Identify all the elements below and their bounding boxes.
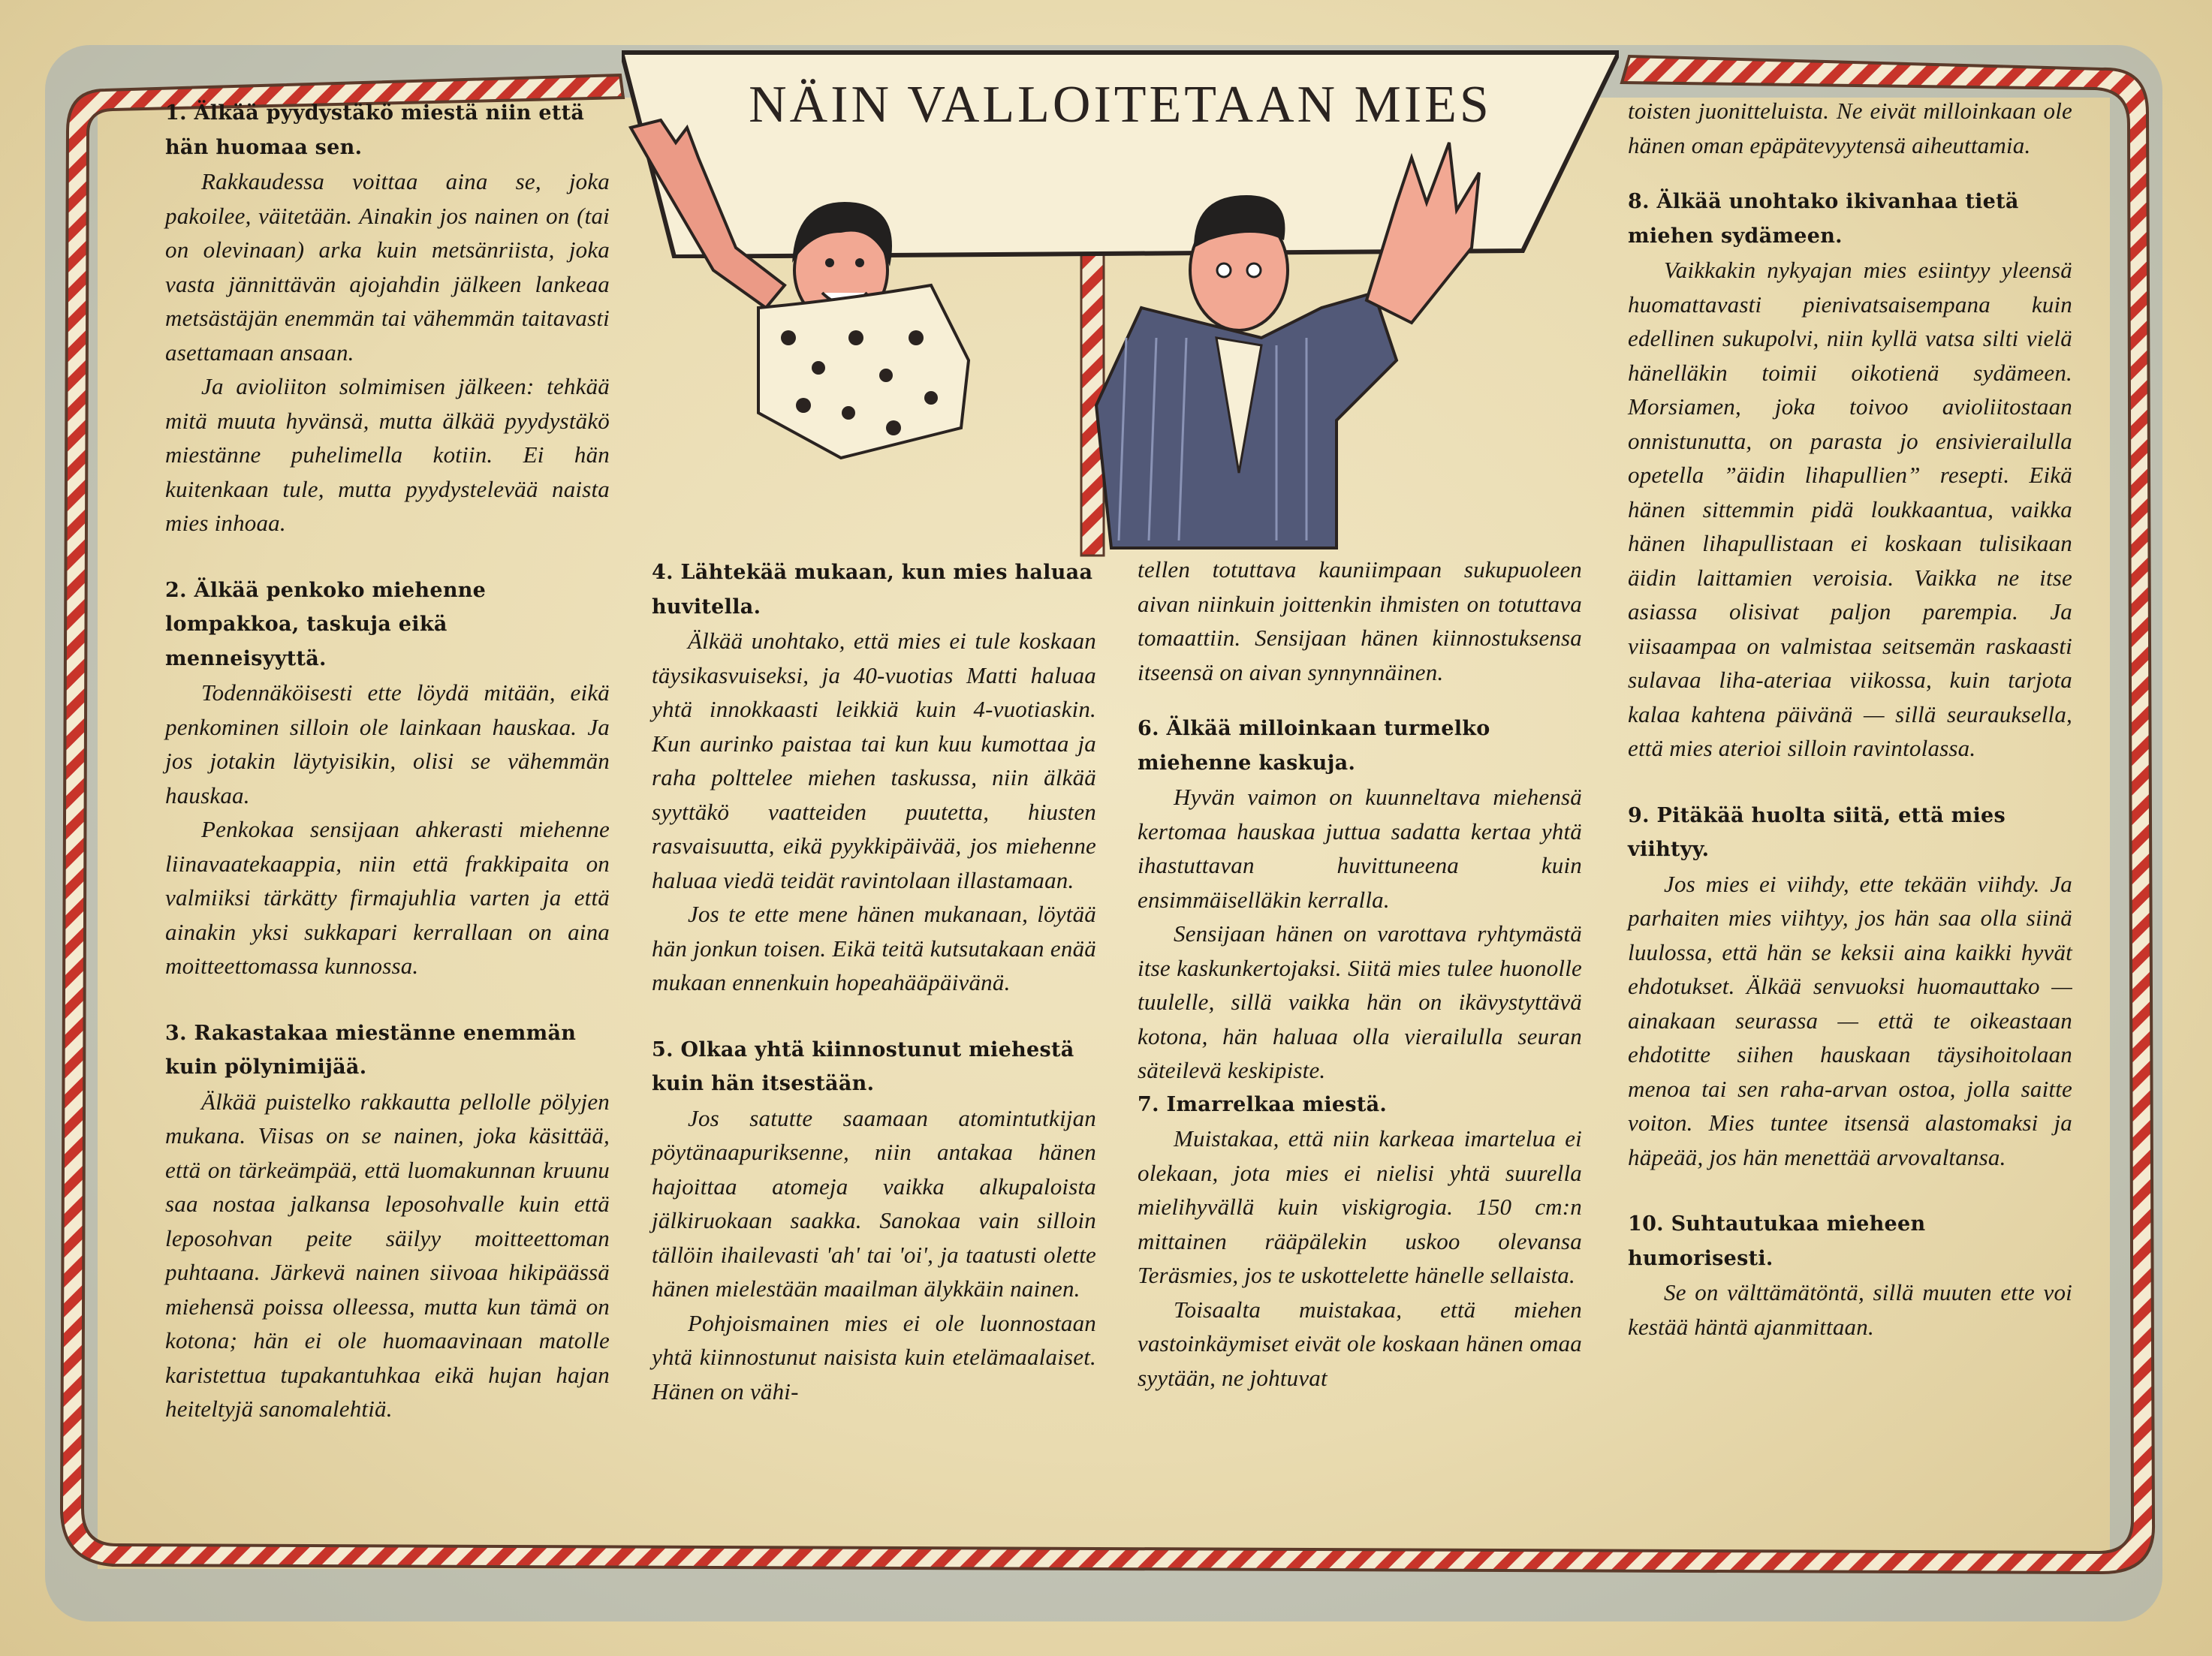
paragraph: Penkokaa sensijaan ahkerasti miehenne liinavaatekaappia, niin että frakkipaita on valmiiksi tärkätty firmajuhlia varten ja että ainakin yksi sukkapari kerrallaan on aina moitteettomassa kunnossa. xyxy=(165,816,610,979)
paragraph: Älkää puistelko rakkautta pellolle pölyjen mukana. Viisas on se nainen, joka käsittää, että on tärkeämpää, että luomakunnan kruunu saa nostaa jalkansa leposohvalle kuin että leposohvan peite säilyy moitteettoman puhtaana. Järkevä nainen siivoaa hikipäässä miehensä poissa olleessa, mutta kun tämä on kotona; hän ei ole huomaavinaan matolle karistettua tupakantuhkaa eikä hujan hajan heiteltyjä sanomalehtiä. xyxy=(165,1088,610,1422)
paragraph: Jos satutte saamaan atomintutkijan pöytänaapuriksenne, niin antakaa hänen hajoittaa atomeja vaikka alkupaloista jälkiruokaan saakka. Sanokaa vain silloin tällöin ihailevasti 'ah' tai 'oi', ja taatusti olette hänen mielestään maailman älykkäin nainen. xyxy=(652,1104,1096,1302)
heading-3: 3. Rakastakaa miestänne enemmän kuin pölynimijää. xyxy=(165,1021,577,1079)
paragraph: Toisaalta muistakaa, että miehen vastoinkäymiset eivät ole koskaan hänen omaa syytään, ne johtuvat xyxy=(1138,1296,1582,1391)
column-2 xyxy=(652,556,1096,1408)
heading-7: 7. Imarrelkaa miestä. xyxy=(1138,1092,1388,1116)
paragraph: Jos mies ei viihdy, ette tekään viihdy. Ja parhaiten mies viihtyy, jos hän saa olla siinä luulossa, että hän se keksii aina kaikki hyvät ehdotukset. Älkää senvuoksi huomauttako — ainakaan seurassa — että te oikeastaan ehdotitte siihen hauskaan täysihoitolaan menoa tai sen raha-arvan ostoa, jolla saitte voiton. Mies tuntee itsensä alastomaksi ja häpeää, jos hän menettää arvovaltansa. xyxy=(1628,870,2072,1170)
heading-5: 5. Olkaa yhtä kiinnostunut miehestä kuin hän itsestään. xyxy=(652,1037,1074,1095)
paragraph: Jos te ette mene hänen mukanaan, löytää hän jonkun toisen. Eikä teitä kutsutakaan enää mukaan ennenkuin hopeahääpäivänä. xyxy=(652,901,1096,995)
paragraph: Pohjoismainen mies ei ole luonnostaan yhtä kiinnostunut naisista kuin etelämaalaiset. Hänen on vähi- xyxy=(652,1309,1096,1405)
paragraph: Rakkaudessa voittaa aina se, joka pakoilee, väitetään. Ainakin jos nainen on (tai on olevinaan) arka kuin metsänriista, joka vasta jännittävän ajojahdin jälkeen lankeaa metsästäjän enemmän tai vähemmän taitavasti asettamaan ansaan. xyxy=(165,168,610,366)
paragraph: toisten juonitteluista. Ne eivät milloinkaan ole hänen oman epäpätevyytensä aiheuttamia. xyxy=(1628,98,2072,158)
paragraph: Se on välttämätöntä, sillä muuten ette voi kestää häntä ajanmittaan. xyxy=(1628,1279,2072,1340)
column-4 xyxy=(1628,94,2072,1344)
paragraph: tellen totuttava kauniimpaan sukupuoleen aivan niinkuin joittenkin ihmisten on totuttava tomaattiin. Sensijaan hänen kiinnostuksensa itseensä on aivan synnynnäinen. xyxy=(1138,556,1582,685)
paragraph: Vaikkakin nykyajan mies esiintyy yleensä huomattavasti pienivatsaisempana kuin edellinen sukupolvi, niin kyllä vatsa silti vielä hänelläkin toimii oikotienä sydämeen. Morsiamen, joka toivoo avioliitostaan onnistunutta, on parasta jo ensivierailulla opetella ”äidin lihapullien” resepti. Eikä hänen sittemmin pidä loukkaantua, vaikka hänen lihapullistaan ei koskaan tulisikaan äidin laittamien veroisia. Vaikka ne itse asiassa olisivat paljon parempia. Ja viisaampaa on valmistaa seitsemän raskaasti sulavaa liha-ateriaa viikossa, kuin tarjota kalaa kahtena päivänä — sillä seurauksella, että mies aterioi silloin ravintolassa. xyxy=(1628,257,2072,761)
paragraph: Ja avioliiton solmimisen jälkeen: tehkää mitä muuta hyvänsä, mutta älkää pyydystäkö miestänne puhelimella kotiin. Ei hän kuitenkaan tule, mutta pyydystelevää naista mies inhoaa. xyxy=(165,373,610,536)
woman-and-man-cartoon-icon xyxy=(616,113,1562,593)
heading-2: 2. Älkää penkoko miehenne lompakkoa, taskuja eikä menneisyyttä. xyxy=(165,578,487,670)
paragraph: Älkää unohtako, että mies ei tule koskaan täysikasvuiseksi, ja 40-vuotias Matti haluaa yhtä innokkaasti leikkiä kuin 4-vuotiaskin. Kun aurinko paistaa tai kun kuu kumottaa ja raha polttelee miehen taskussa, niin älkää syyttäkö vaatteiden puutetta, hiusten rasvaisuutta, eikä pyykkipäivää, jos miehenne haluaa viedä teidät ravintolaan illastamaan. xyxy=(652,628,1096,893)
paragraph: Todennäköisesti ette löydä mitään, eikä penkominen silloin ole lainkaan hauskaa. Ja jos jotakin läytyisikin, olisi se vähemmän hauskaa. xyxy=(165,679,610,808)
page-title: NÄIN VALLOITETAAN MIES xyxy=(749,76,1492,134)
heading-9: 9. Pitäkää huolta siitä, että mies viihtyy. xyxy=(1628,803,2006,861)
heading-1: 1. Älkää pyydystäkö miestä niin että hän huomaa sen. xyxy=(165,101,585,159)
column-3 xyxy=(1138,553,1582,1395)
heading-8: 8. Älkää unohtako ikivanhaa tietä miehen sydämeen. xyxy=(1628,190,2019,248)
heading-6: 6. Älkää milloinkaan turmelko miehenne kaskuja. xyxy=(1138,717,1490,775)
heading-4: 4. Lähtekää mukaan, kun mies haluaa huvitella. xyxy=(652,561,1093,619)
column-1 xyxy=(165,96,610,1426)
paragraph: Muistakaa, että niin karkeaa imartelua ei olekaan, jota mies ei nielisi yhtä suurella mielihyvällä kuin viskigrogia. 150 cm:n mittainen rääpälekin uskoo olevansa Teräsmies, jos te uskottelette hänelle sellaista. xyxy=(1138,1125,1582,1288)
paragraph: Hyvän vaimon on kuunneltava miehensä kertomaa hauskaa juttua sadatta kertaa yhtä ihastuttavan huvittuneena kuin ensimmäiselläkin kerralla. xyxy=(1138,784,1582,913)
heading-10: 10. Suhtautukaa mieheen humorisesti. xyxy=(1628,1212,1926,1270)
paragraph: Sensijaan hänen on varottava ryhtymästä itse kaskunkertojaksi. Siitä mies tulee huonolle tuulelle, sillä vaikka hän on ikävystyttävä kotona, hän haluaa olla vierailulla seuran säteilevä keskipiste. xyxy=(1138,920,1582,1083)
